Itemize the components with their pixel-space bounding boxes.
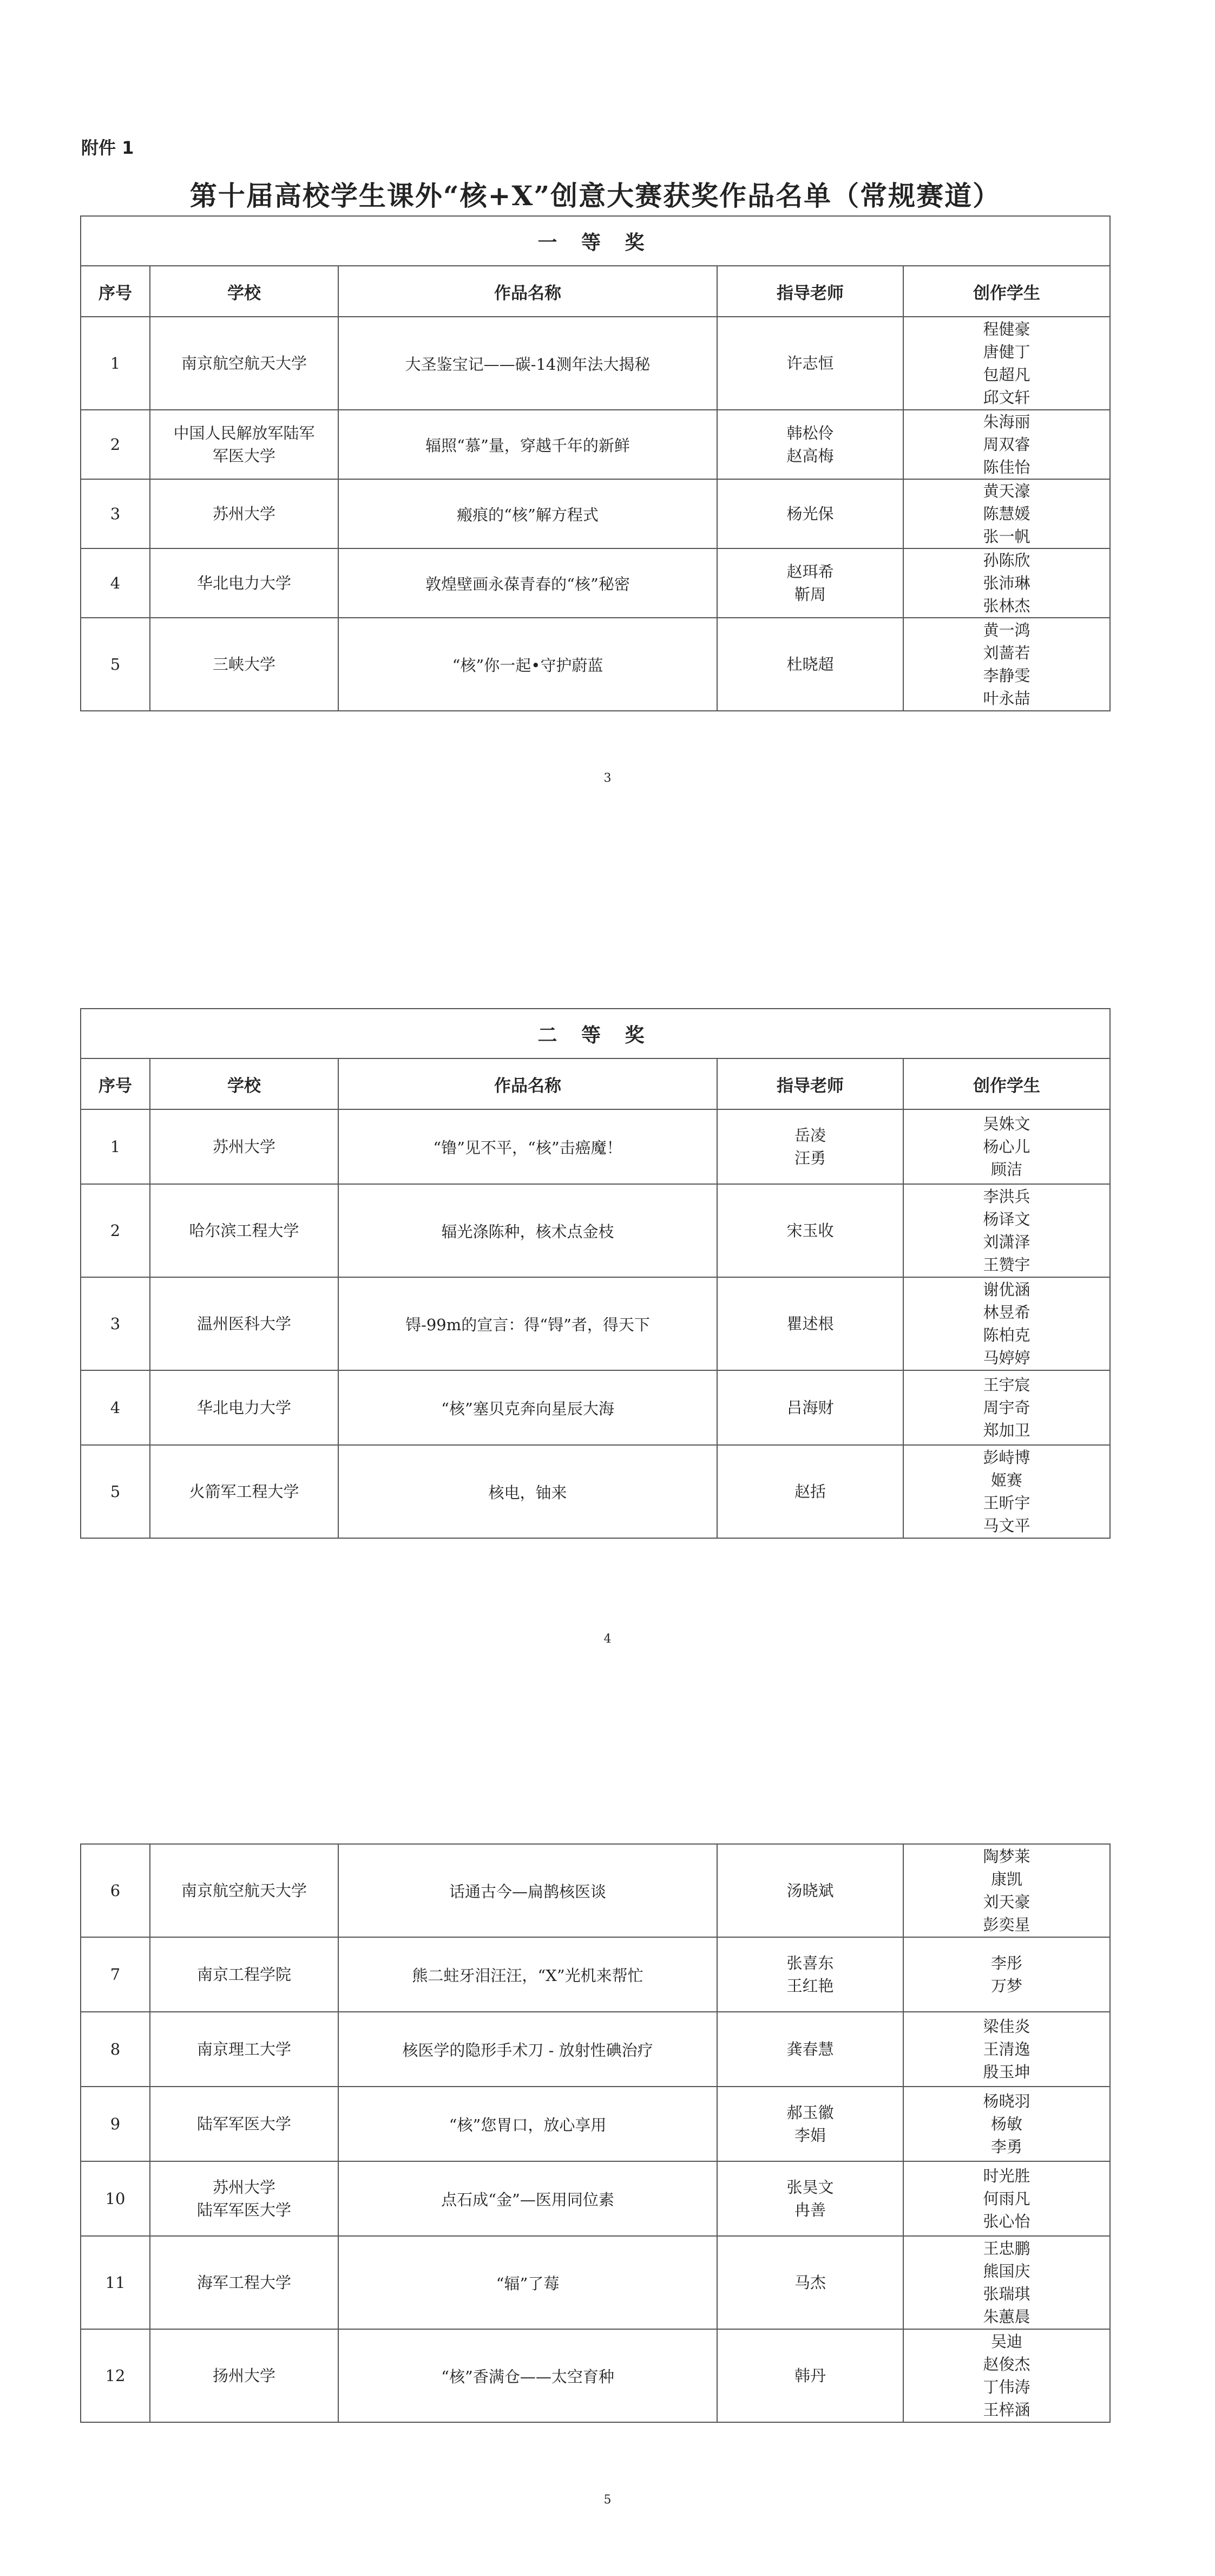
school-cell: 苏州大学 bbox=[150, 479, 338, 548]
table-row bbox=[81, 2236, 1110, 2329]
first-prize-title: 一 等 奖 bbox=[81, 216, 1110, 266]
row-number: 4 bbox=[81, 548, 150, 618]
teacher-cell: 杜晓超 bbox=[717, 618, 903, 711]
row-number: 1 bbox=[81, 317, 150, 410]
students-cell: 黄天濠 陈慧媛 张一帆 bbox=[903, 479, 1110, 548]
teacher-cell: 张喜东 王红艳 bbox=[717, 1937, 903, 2012]
teacher-cell: 赵括 bbox=[717, 1445, 903, 1538]
school-cell: 华北电力大学 bbox=[150, 1370, 338, 1445]
school-cell: 陆军军医大学 bbox=[150, 2087, 338, 2161]
row-number: 9 bbox=[81, 2087, 150, 2161]
first-prize-table bbox=[80, 215, 1111, 711]
school-cell: 三峡大学 bbox=[150, 618, 338, 711]
table-row bbox=[81, 1445, 1110, 1538]
work-title-cell: 话通古今—扁鹊核医谈 bbox=[338, 1844, 717, 1937]
col-header-students: 创作学生 bbox=[903, 1058, 1110, 1109]
col-header-work: 作品名称 bbox=[338, 1058, 717, 1109]
teacher-cell: 张昊文 冉善 bbox=[717, 2161, 903, 2236]
row-number: 12 bbox=[81, 2329, 150, 2422]
table-row bbox=[81, 1844, 1110, 1937]
row-number: 5 bbox=[81, 618, 150, 711]
teacher-cell: 岳凌 汪勇 bbox=[717, 1109, 903, 1184]
attachment-label: 附件 1 bbox=[81, 138, 134, 158]
teacher-cell: 吕海财 bbox=[717, 1370, 903, 1445]
second-prize-table-continued bbox=[80, 1843, 1111, 2423]
work-title-cell: 大圣鉴宝记——碳-14测年法大揭秘 bbox=[338, 317, 717, 410]
page-number: 3 bbox=[603, 772, 612, 785]
teacher-cell: 韩松伶 赵高梅 bbox=[717, 410, 903, 479]
school-cell: 华北电力大学 bbox=[150, 548, 338, 618]
work-title-cell: “核”香满仓——太空育种 bbox=[338, 2329, 717, 2422]
students-cell: 黄一鸿 刘蔷若 李静雯 叶永喆 bbox=[903, 618, 1110, 711]
row-number: 11 bbox=[81, 2236, 150, 2329]
school-cell: 温州医科大学 bbox=[150, 1277, 338, 1370]
table-header-row bbox=[81, 1058, 1110, 1109]
col-header-teacher: 指导老师 bbox=[717, 266, 903, 317]
row-number: 2 bbox=[81, 410, 150, 479]
second-prize-table bbox=[80, 1008, 1111, 1539]
students-cell: 程健豪 唐健丁 包超凡 邱文轩 bbox=[903, 317, 1110, 410]
work-title-cell: 锝-99m的宣言：得“锝”者，得天下 bbox=[338, 1277, 717, 1370]
col-header-school: 学校 bbox=[150, 266, 338, 317]
students-cell: 朱海丽 周双睿 陈佳怡 bbox=[903, 410, 1110, 479]
table-header-row bbox=[81, 266, 1110, 317]
students-cell: 吴姝文 杨心儿 顾洁 bbox=[903, 1109, 1110, 1184]
school-cell: 南京工程学院 bbox=[150, 1937, 338, 2012]
work-title-cell: 辐光涤陈种，核术点金枝 bbox=[338, 1184, 717, 1277]
school-cell: 南京航空航天大学 bbox=[150, 1844, 338, 1937]
work-title-cell: “核”你一起•守护蔚蓝 bbox=[338, 618, 717, 711]
students-cell: 陶梦莱 康凯 刘天豪 彭奕星 bbox=[903, 1844, 1110, 1937]
row-number: 8 bbox=[81, 2012, 150, 2087]
table-row bbox=[81, 1370, 1110, 1445]
document-title: 第十届高校学生课外“核+X”创意大赛获奖作品名单（常规赛道） bbox=[189, 180, 1001, 212]
table-row bbox=[81, 479, 1110, 548]
page-number: 5 bbox=[603, 2493, 612, 2507]
teacher-cell: 韩丹 bbox=[717, 2329, 903, 2422]
school-cell: 南京理工大学 bbox=[150, 2012, 338, 2087]
work-title-cell: “核”塞贝克奔向星辰大海 bbox=[338, 1370, 717, 1445]
school-cell: 哈尔滨工程大学 bbox=[150, 1184, 338, 1277]
table-row bbox=[81, 1109, 1110, 1184]
work-title-cell: 辐照“慕”量，穿越千年的新鲜 bbox=[338, 410, 717, 479]
students-cell: 梁佳炎 王清逸 殷玉坤 bbox=[903, 2012, 1110, 2087]
students-cell: 李洪兵 杨译文 刘潇泽 王赞宇 bbox=[903, 1184, 1110, 1277]
students-cell: 孙陈欣 张沛琳 张林杰 bbox=[903, 548, 1110, 618]
col-header-students: 创作学生 bbox=[903, 266, 1110, 317]
row-number: 1 bbox=[81, 1109, 150, 1184]
school-cell: 海军工程大学 bbox=[150, 2236, 338, 2329]
students-cell: 王宇宸 周宇奇 郑加卫 bbox=[903, 1370, 1110, 1445]
school-cell: 中国人民解放军陆军 军医大学 bbox=[150, 410, 338, 479]
row-number: 5 bbox=[81, 1445, 150, 1538]
school-cell: 南京航空航天大学 bbox=[150, 317, 338, 410]
teacher-cell: 赵珥希 靳周 bbox=[717, 548, 903, 618]
table-row bbox=[81, 548, 1110, 618]
work-title-cell: 熊二蛀牙泪汪汪，“X”光机来帮忙 bbox=[338, 1937, 717, 2012]
row-number: 7 bbox=[81, 1937, 150, 2012]
row-number: 10 bbox=[81, 2161, 150, 2236]
teacher-cell: 宋玉收 bbox=[717, 1184, 903, 1277]
col-header-teacher: 指导老师 bbox=[717, 1058, 903, 1109]
table-row bbox=[81, 618, 1110, 711]
table-row bbox=[81, 2012, 1110, 2087]
teacher-cell: 杨光保 bbox=[717, 479, 903, 548]
work-title-cell: “核”您胃口，放心享用 bbox=[338, 2087, 717, 2161]
work-title-cell: “辐”了莓 bbox=[338, 2236, 717, 2329]
table-row bbox=[81, 317, 1110, 410]
row-number: 3 bbox=[81, 1277, 150, 1370]
work-title-cell: “镥”见不平，“核”击癌魔！ bbox=[338, 1109, 717, 1184]
students-cell: 时光胜 何雨凡 张心怡 bbox=[903, 2161, 1110, 2236]
col-header-no: 序号 bbox=[81, 266, 150, 317]
table-row bbox=[81, 2329, 1110, 2422]
table-row bbox=[81, 1184, 1110, 1277]
teacher-cell: 瞿述根 bbox=[717, 1277, 903, 1370]
row-number: 3 bbox=[81, 479, 150, 548]
col-header-no: 序号 bbox=[81, 1058, 150, 1109]
students-cell: 李彤 万梦 bbox=[903, 1937, 1110, 2012]
students-cell: 彭峙博 姬赛 王昕宇 马文平 bbox=[903, 1445, 1110, 1538]
teacher-cell: 汤晓斌 bbox=[717, 1844, 903, 1937]
table-row bbox=[81, 2087, 1110, 2161]
table-row bbox=[81, 2161, 1110, 2236]
students-cell: 吴迪 赵俊杰 丁伟涛 王梓涵 bbox=[903, 2329, 1110, 2422]
teacher-cell: 许志恒 bbox=[717, 317, 903, 410]
teacher-cell: 马杰 bbox=[717, 2236, 903, 2329]
page-number: 4 bbox=[603, 1632, 612, 1646]
work-title-cell: 瘢痕的“核”解方程式 bbox=[338, 479, 717, 548]
work-title-cell: 点石成“金”—医用同位素 bbox=[338, 2161, 717, 2236]
row-number: 2 bbox=[81, 1184, 150, 1277]
school-cell: 扬州大学 bbox=[150, 2329, 338, 2422]
school-cell: 火箭军工程大学 bbox=[150, 1445, 338, 1538]
col-header-school: 学校 bbox=[150, 1058, 338, 1109]
teacher-cell: 龚春慧 bbox=[717, 2012, 903, 2087]
table-row bbox=[81, 1277, 1110, 1370]
work-title-cell: 核医学的隐形手术刀 - 放射性碘治疗 bbox=[338, 2012, 717, 2087]
teacher-cell: 郝玉徽 李娟 bbox=[717, 2087, 903, 2161]
row-number: 6 bbox=[81, 1844, 150, 1937]
students-cell: 谢优涵 林昱希 陈柏克 马婷婷 bbox=[903, 1277, 1110, 1370]
col-header-work: 作品名称 bbox=[338, 266, 717, 317]
table-row bbox=[81, 1937, 1110, 2012]
school-cell: 苏州大学 bbox=[150, 1109, 338, 1184]
work-title-cell: 核电，铀来 bbox=[338, 1445, 717, 1538]
table-row bbox=[81, 410, 1110, 479]
work-title-cell: 敦煌壁画永葆青春的“核”秘密 bbox=[338, 548, 717, 618]
students-cell: 杨晓羽 杨敏 李勇 bbox=[903, 2087, 1110, 2161]
students-cell: 王忠鹏 熊国庆 张瑞琪 朱蕙晨 bbox=[903, 2236, 1110, 2329]
row-number: 4 bbox=[81, 1370, 150, 1445]
second-prize-title: 二 等 奖 bbox=[81, 1009, 1110, 1058]
school-cell: 苏州大学 陆军军医大学 bbox=[150, 2161, 338, 2236]
